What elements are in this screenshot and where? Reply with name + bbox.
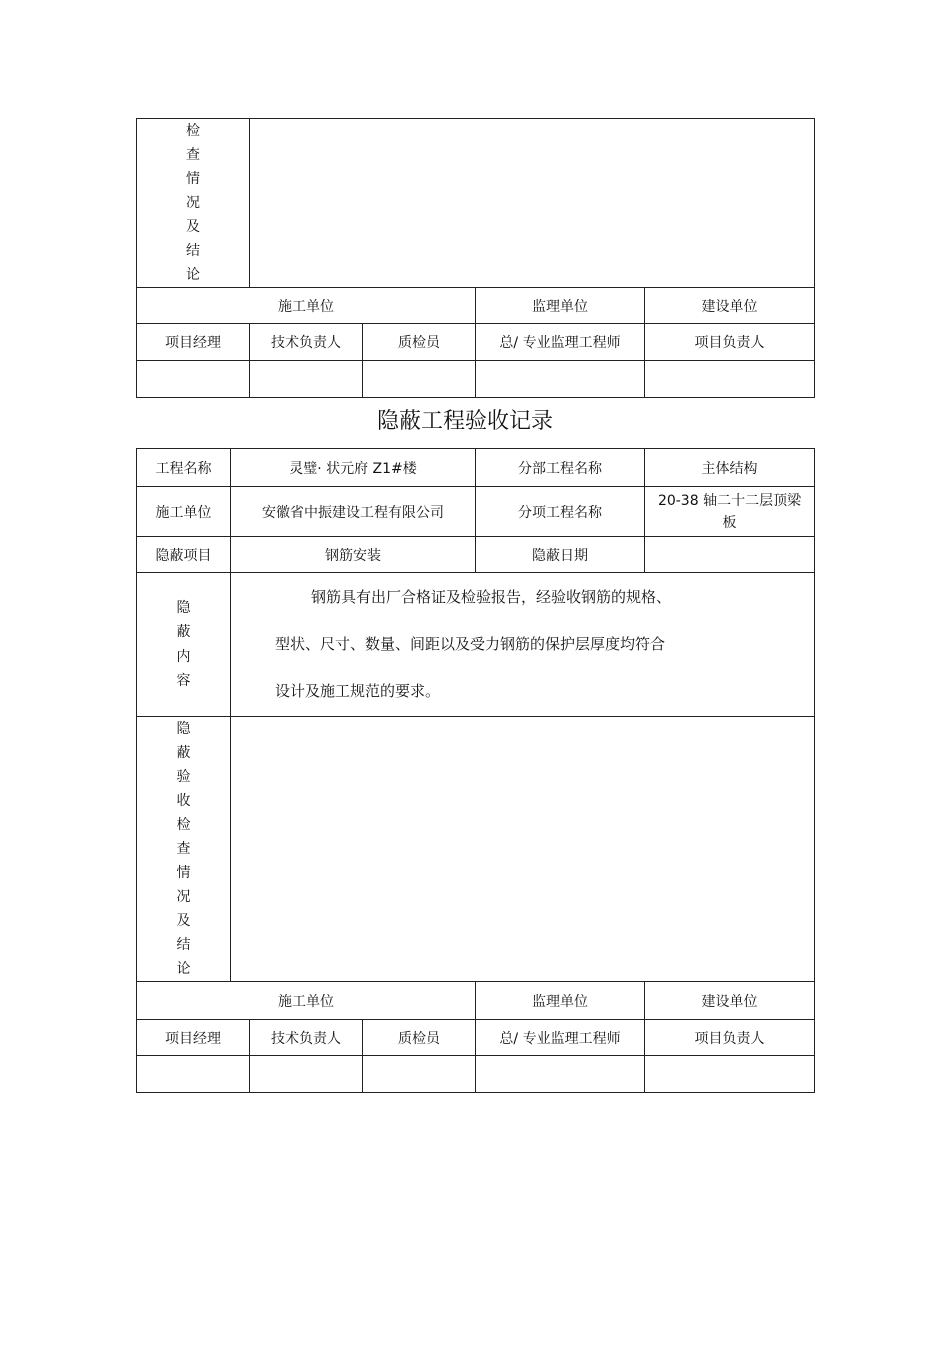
signature-cell[interactable]	[476, 361, 645, 398]
subitem-value[interactable]	[645, 487, 815, 537]
project-name-value[interactable]: 灵璧· 状元府 Z1#楼	[231, 449, 476, 487]
signature-cell[interactable]	[363, 1056, 476, 1093]
hidden-date-value[interactable]	[645, 537, 815, 573]
subitem-value-line2: 板	[722, 514, 737, 531]
division-label: 分部工程名称	[476, 449, 645, 487]
hidden-works-record-table	[136, 448, 815, 1093]
supervision-unit-header: 监理单位	[476, 982, 645, 1020]
construction-unit-header: 施工单位	[137, 982, 476, 1020]
division-value[interactable]: 主体结构	[645, 449, 815, 487]
role-technical-lead: 技术负责人	[250, 1020, 363, 1056]
role-quality-inspector: 质检员	[363, 1020, 476, 1056]
signature-cell[interactable]	[476, 1056, 645, 1093]
hidden-content-label: 隐 蔽 内 容	[137, 573, 231, 717]
signature-cell[interactable]	[645, 1056, 815, 1093]
project-name-label: 工程名称	[137, 449, 231, 487]
role-quality-inspector: 质检员	[363, 324, 476, 361]
subitem-label: 分项工程名称	[476, 487, 645, 537]
signature-cell[interactable]	[250, 361, 363, 398]
check-conclusion-label: 检 查 情 况 及 结 论	[137, 119, 250, 288]
hidden-item-value[interactable]: 钢筋安装	[231, 537, 476, 573]
hidden-item-label: 隐蔽项目	[137, 537, 231, 573]
signature-cell[interactable]	[137, 361, 250, 398]
hidden-date-label: 隐蔽日期	[476, 537, 645, 573]
role-project-lead: 项目负责人	[645, 324, 815, 361]
hidden-content-text[interactable]	[231, 573, 815, 717]
subitem-value-line1: 20-38 轴二十二层顶梁	[657, 492, 802, 509]
contractor-value[interactable]: 安徽省中振建设工程有限公司	[231, 487, 476, 537]
signature-cell[interactable]	[250, 1056, 363, 1093]
role-supervision-engineer: 总/ 专业监理工程师	[476, 1020, 645, 1056]
inspection-conclusion-content[interactable]	[231, 717, 815, 982]
content-line: 型状、尺寸、数量、间距以及受力钢筋的保护层厚度均符合	[275, 635, 666, 653]
contractor-label: 施工单位	[137, 487, 231, 537]
previous-record-table	[136, 118, 815, 398]
check-conclusion-content[interactable]	[250, 119, 815, 288]
signature-cell[interactable]	[137, 1056, 250, 1093]
page-title: 隐蔽工程验收记录	[376, 409, 553, 434]
role-technical-lead: 技术负责人	[250, 324, 363, 361]
role-project-lead: 项目负责人	[645, 1020, 815, 1056]
inspection-conclusion-label: 隐 蔽 验 收 检 查 情 况 及 结 论	[137, 717, 231, 982]
owner-unit-header: 建设单位	[645, 288, 815, 324]
content-line: 钢筋具有出厂合格证及检验报告，经验收钢筋的规格、	[311, 588, 672, 606]
content-line: 设计及施工规范的要求。	[275, 682, 441, 700]
role-project-manager: 项目经理	[137, 324, 250, 361]
role-project-manager: 项目经理	[137, 1020, 250, 1056]
supervision-unit-header: 监理单位	[476, 288, 645, 324]
role-supervision-engineer: 总/ 专业监理工程师	[476, 324, 645, 361]
construction-unit-header: 施工单位	[137, 288, 476, 324]
owner-unit-header: 建设单位	[645, 982, 815, 1020]
signature-cell[interactable]	[363, 361, 476, 398]
signature-cell[interactable]	[645, 361, 815, 398]
